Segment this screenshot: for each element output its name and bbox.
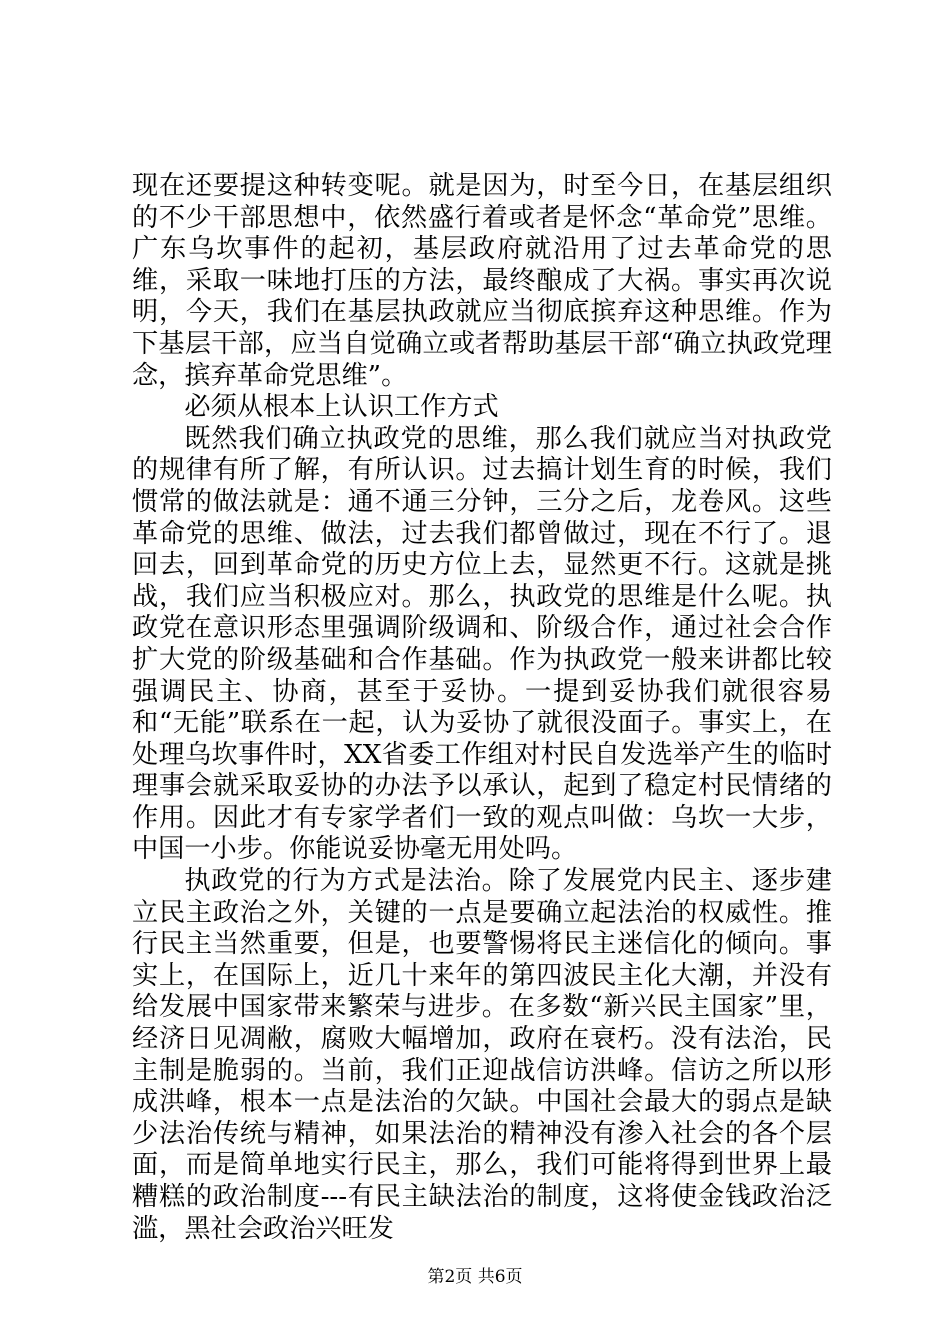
section-heading: 必须从根本上认识工作方式	[184, 392, 499, 423]
paragraph-ruling-party-thinking: 既然我们确立执政党的思维，那么我们就应当对执政党的规律有所了解，有所认识。过去搞计划生育的时候，我们惯常的做法就是：通不通三分钟，三分之后，龙卷风。这些革命党的思维、做法，过去我们都曾做过，现在不行了。退回去，回到革命党的历史方位上去，显然更不行。这就是挑战，我们应当积极应对。那么，执政党的思维是什么呢。执政党在意识形态里强调阶级调和、阶级合作，通过社会合作扩大党的阶级基础和合作基础。作为执政党一般来讲都比较强调民主、协商，甚至于妥协。一提到妥协我们就很容易和“无能”联系在一起，认为妥协了就很没面子。事实上，在处理乌坎事件时，XX省委工作组对村民自发选举产生的临时理事会就采取妥协的办法予以承认，起到了稳定村民情绪的作用。因此才有专家学者们一致的观点叫做：乌坎一大步，中国一小步。你能说妥协毫无用处吗。	[132, 423, 832, 865]
paragraph-rule-of-law: 执政党的行为方式是法治。除了发展党内民主、逐步建立民主政治之外，关键的一点是要确立起法治的权威性。推行民主当然重要，但是，也要警惕将民主迷信化的倾向。事实上，在国际上，近几十来年的第四波民主化大潮，并没有给发展中国家带来繁荣与进步。在多数“新兴民主国家”里，经济日见凋敝，腐败大幅增加，政府在衰朽。没有法治，民主制是脆弱的。当前，我们正迎战信访洪峰。信访之所以形成洪峰，根本一点是法治的欠缺。中国社会最大的弱点是缺少法治传统与精神，如果法治的精神没有渗入社会的各个层面，而是简单地实行民主，那么，我们可能将得到世界上最糟糕的政治制度---有民主缺法治的制度，这将使金钱政治泛滥，黑社会政治兴旺发	[132, 866, 832, 1244]
paragraph-continuation: 现在还要提这种转变呢。就是因为，时至今日，在基层组织的不少干部思想中，依然盛行着或者是怀念“革命党”思维。广东乌坎事件的起初，基层政府就沿用了过去革命党的思维，采取一味地打压的方法，最终酿成了大祸。事实再次说明，今天，我们在基层执政就应当彻底摈弃这种思维。作为下基层干部，应当自觉确立或者帮助基层干部“确立执政党理念，摈弃革命党思维”。	[132, 171, 832, 391]
page-indicator: 第2页 共6页	[427, 1267, 523, 1287]
document-body	[132, 171, 832, 1245]
page-footer	[0, 1267, 950, 1287]
